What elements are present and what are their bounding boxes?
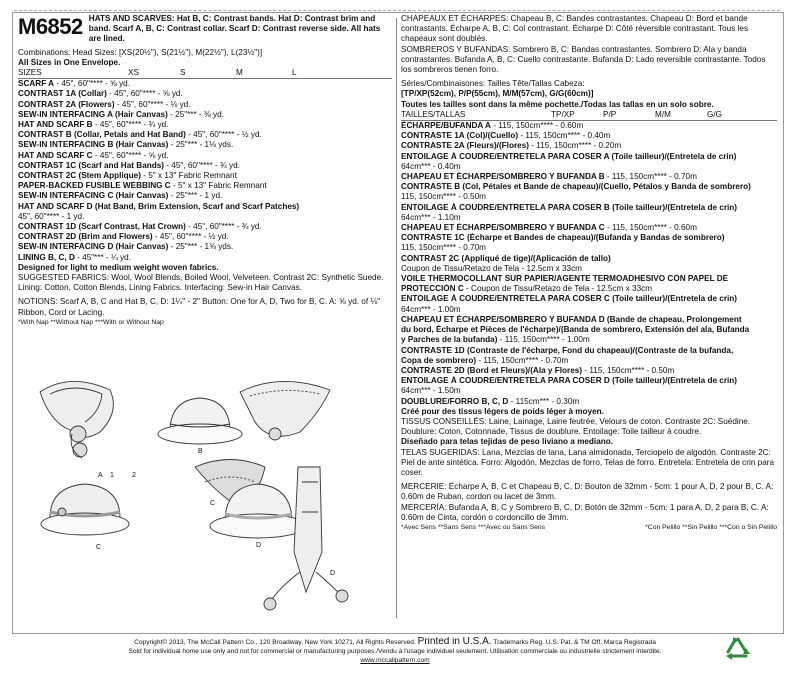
sizes-header: SIZES XS S M L: [18, 68, 392, 79]
yardage-item-amount: - 115cm*** - 0.30m: [508, 396, 580, 406]
yardage-item-label: CHAPEAU ET ÉCHARPE/SOMBRERO Y BUFANDA D (Bande de chapeau, Prolongement: [401, 314, 742, 324]
yardage-line: [401, 315, 777, 325]
yardage-item-amount: - 115, 150cm**** - 0.70m: [476, 355, 569, 365]
sold-note: Sold for individual home use only and not for commercial or manufacturing purposes./Vendu à l'usage individuel seulement. Utilisation commerciale ou industrielle strictement interdite.: [128, 648, 662, 655]
yardage-item-label: CONTRAST 2C (Stem Applique): [18, 171, 141, 181]
cree-pour: Créé pour des tissus légers de poids léger à moyen.: [401, 406, 604, 416]
fig-label-a: A: [98, 472, 103, 479]
fig-label-b: B: [198, 448, 203, 455]
series-sizes: [TP/XP(52cm), P/P(55cm), M/M(57cm), G/G(60cm)]: [401, 89, 594, 99]
yardage-line: [18, 151, 392, 161]
combinations: Combinations: Head Sizes: [XS(20½"), S(21½"), M(22½"), L(23½")]: [18, 47, 263, 57]
yardage-line: [401, 254, 777, 264]
yardage-line: [18, 110, 392, 120]
fig-label-c2: C: [210, 500, 216, 507]
yardage-line: [401, 397, 777, 407]
yardage-line: [401, 223, 777, 233]
yardage-item-label: CONTRAST 1D (Scarf Contrast, Hat Crown): [18, 222, 186, 232]
yardage-line: [401, 376, 777, 386]
yardage-line: [18, 140, 392, 150]
yardage-item-label: ENTOILAGE À COUDRE/ENTRETELA PARA COSER C (Toile tailleur)/(Entretela de crin): [401, 294, 738, 304]
scarf-b-drawing: [240, 381, 330, 440]
printed-in: Printed in U.S.A.: [417, 637, 492, 647]
trademarks: Trademarks Reg. U.S. Pat. & TM Off. Marca Registrada: [493, 639, 656, 646]
yardage-line: [401, 305, 777, 315]
yardage-line: [401, 172, 777, 182]
fig-label-d2: D: [330, 570, 336, 577]
yardage-line: [18, 79, 392, 89]
yardage-line: [401, 274, 777, 284]
yardage-line: [401, 213, 777, 223]
yardage-item-amount: 64cm*** - 1.10m: [401, 212, 461, 222]
yardage-item-amount: - 25"*** - 1⅝ yds.: [168, 242, 234, 252]
yardage-item-label: CONTRASTE 2D (Bord et Fleurs)/(Ala y Flores): [401, 365, 583, 375]
fig-label-c: C: [96, 544, 102, 551]
yardage-item-label: SEW-IN INTERFACING C (Hair Canvas): [18, 191, 169, 201]
fig-label-d: D: [256, 542, 262, 549]
yardage-line: [401, 162, 777, 172]
merceria: MERCERÍA: Bufanda A, B, C y Sombrero B, C, D: Botón de 32mm - 5cm: 1 para A, D, 2 para B, C. A: 0.60m de Cinta, cordón o cordoncillo de 3mm.: [401, 502, 769, 522]
yardage-item-amount: - 25"*** - 1⅛ yds.: [168, 140, 234, 150]
yardage-item-amount: - 115, 150cm**** - 0.60m: [490, 121, 584, 131]
yardage-item-label: VOILE THERMOCOLLANT SUR PAPIER/AGENTE TERMOADHESIVO CON PAPEL DE: [401, 274, 729, 284]
pattern-code: M6852: [18, 14, 83, 39]
yardage-line: [401, 121, 777, 131]
yardage-line: [401, 284, 777, 294]
yardage-item-amount: - 115, 150cm**** - 0.60m: [604, 223, 697, 233]
footer: [70, 637, 720, 665]
yardage-line: [401, 192, 777, 202]
yardage-item-label: HAT AND SCARF C: [18, 150, 93, 160]
yardage-item-label: Copa de sombrero): [401, 355, 477, 365]
yardage-item-label: CONTRAST 2D (Brim and Flowers): [18, 232, 153, 242]
yardage-item-label: CONTRASTE B (Col, Pétales et Bande de chapeau)/(Cuello, Pétalos y Banda de sombrero): [401, 182, 751, 192]
yardage-item-label: CONTRAST B (Collar, Petals and Hat Band): [18, 130, 186, 140]
yardage-line: [18, 171, 392, 181]
yardage-line: [401, 366, 777, 376]
recycle-icon: [720, 634, 756, 670]
yardage-line: [18, 222, 392, 232]
english-column: [18, 14, 392, 328]
copyright: Copyright© 2013, The McCall Pattern Co., 120 Broadway, New York 10271, All Rights Reserved.: [134, 639, 416, 646]
yardage-item-label: HAT AND SCARF D (Hat Band, Brim Extension, Scarf and Scarf Patches): [18, 201, 300, 211]
yardage-item-amount: - 45", 60"**** - ½ yd.: [152, 232, 229, 242]
yardage-line: [401, 131, 777, 141]
yardage-line: [401, 264, 777, 274]
yardage-item-label: ENTOILAGE À COUDRE/ENTRETELA PARA COSER B (Toile tailleur)/(Entretela de crin): [401, 202, 738, 212]
yardage-item-label: HAT AND SCARF B: [18, 120, 93, 130]
yardage-item-amount: 115, 150cm**** - 0.50m: [401, 192, 486, 202]
yardage-item-amount: - 45", 60"**** - ¾ yd.: [164, 160, 240, 170]
yardage-item-amount: - 45"*** - ¼ yd.: [74, 252, 132, 262]
cut-line: [14, 10, 780, 11]
yardage-item-label: CHAPEAU ET ÉCHARPE/SOMBRERO Y BUFANDA C: [401, 223, 605, 233]
designed-for: Designed for light to medium weight woven fabrics.: [18, 262, 219, 272]
yardage-item-label: CONTRAST 1A (Collar): [18, 89, 107, 99]
yardage-item-amount: 45", 60"**** - 1 yd.: [18, 211, 85, 221]
nap-note: *With Nap **Without Nap ***With or Without Nap: [18, 318, 164, 326]
yardage-line: [18, 191, 392, 201]
yardage-item-label: PAPER-BACKED FUSIBLE WEBBING C: [18, 181, 171, 191]
scarf-a-drawing: [40, 381, 113, 458]
yardage-item-label: LINING B, C, D: [18, 252, 75, 262]
yardage-item-amount: Coupon de Tissu/Retazo de Tela - 12.5cm x 33cm: [401, 263, 582, 273]
yardage-item-amount: 115, 150cm**** - 0.70m: [401, 243, 486, 253]
yardage-item-amount: - 45", 60"**** - ⅝ yd.: [54, 79, 130, 89]
yardage-line: [401, 335, 777, 345]
yardage-line: [401, 356, 777, 366]
yardage-item-label: y Parches de la bufanda): [401, 335, 498, 345]
yardage-line: [18, 89, 392, 99]
intro-text: HATS AND SCARVES: Hat B, C: Contrast bands. Hat D: Contrast brim and band. Scarf A, B, C: Contrast collar. Scarf D: Contrast reverse side. All hats are lined.: [88, 14, 381, 44]
yardage-item-amount: - 25"*** - ⅜ yd.: [167, 109, 224, 119]
yardage-item-amount: - 115, 150cm**** - 0.70m: [604, 172, 697, 182]
column-divider: [396, 18, 397, 618]
telas-sugeridas: TELAS SUGERIDAS: Lana, Mezclas de lana, Lana almidonada, Terciopelo de algodón. Contraste 2C: Piel de ante sintética. Forro: Algodón, Mezclas de forro, Telas de forro. Entretela: Entretela de crin para coser.: [401, 447, 775, 477]
yardage-item-amount: 64cm*** - 1.00m: [401, 304, 461, 314]
yardage-line: [401, 233, 777, 243]
yardage-line: [401, 141, 777, 151]
website-link[interactable]: www.mccallpattern.com: [360, 657, 430, 664]
yardage-item-amount: - 45", 60"**** - ⅝ yd.: [106, 89, 183, 99]
yardage-line: [18, 212, 392, 222]
yardage-item-label: SEW-IN INTERFACING A (Hair Canvas): [18, 109, 168, 119]
yardage-item-amount: 64cm*** - 0.40m: [401, 161, 461, 171]
yardage-line: [18, 181, 392, 191]
yardage-item-label: CHAPEAU ET ÉCHARPE/SOMBRERO Y BUFANDA B: [401, 172, 605, 182]
intro-fr: CHAPEAUX ET ÉCHARPES: Chapeau B, C: Bandes contrastantes. Chapeau D: Bord et bande contrastants. Écharpe A, B, C: Col contrastant. Écharpe D: Côté réversible contrastant. Tous les chapeaux sont doublés.: [401, 14, 749, 44]
yardage-line: [401, 386, 777, 396]
yardage-item-amount: - 45", 60"**** - ⅛ yd.: [114, 99, 191, 109]
yardage-item-label: CONTRASTE 1C (Écharpe et Bandes de chapeau)/(Bufanda y Bandas de sombrero): [401, 233, 725, 243]
yardage-line: [18, 253, 392, 263]
toutes-tailles: Toutes les tailles sont dans la même pochette./Todas las tallas en un solo sobre.: [401, 99, 714, 109]
yardage-item-amount: - 115, 150cm**** - 1.00m: [497, 335, 590, 345]
yardage-line: [401, 325, 777, 335]
hat-b-drawing: [158, 398, 242, 444]
fig-label-2: 2: [132, 472, 136, 479]
yardage-line: [18, 232, 392, 242]
yardage-line: [401, 182, 777, 192]
yardage-item-label: ÉCHARPE/BUFANDA A: [401, 121, 491, 131]
notions: NOTIONS: Scarf A, B, C and Hat B, C, D: 1¼" - 2" Button: One for A, D, Two for B, C. A: ⅝ yd. of ⅛" Ribbon, Cord or Lacing.: [18, 297, 381, 317]
french-spanish-column: [401, 14, 777, 533]
yardage-line: [18, 100, 392, 110]
yardage-item-label: SEW-IN INTERFACING D (Hair Canvas): [18, 242, 169, 252]
yardage-item-amount: - 115, 150cm**** - 0.40m: [518, 131, 611, 141]
yardage-item-label: ENTOILAGE À COUDRE/ENTRETELA PARA COSER D (Toile tailleur)/(Entretela de crin): [401, 376, 738, 386]
illustration-svg: [30, 372, 380, 612]
yardage-item-label: CONTRAST 1C (Scarf and Hat Bands): [18, 160, 165, 170]
yardage-list: [18, 79, 392, 263]
yardage-item-amount: - 25"*** - 1 yd.: [168, 191, 223, 201]
yardage-line: [401, 203, 777, 213]
yardage-item-label: DOUBLURE/FORRO B, C, D: [401, 396, 509, 406]
fig-label-1: 1: [110, 472, 114, 479]
yardage-item-amount: - 45", 60"**** - ¾ yd.: [185, 222, 262, 232]
garment-illustrations: [30, 372, 380, 612]
yardage-line: [18, 202, 392, 212]
yardage-line: [18, 130, 392, 140]
yardage-item-label: CONTRAST 2C (Appliqué de tige)/(Aplicación de tallo): [401, 253, 611, 263]
yardage-item-amount: - 45", 60"**** - ½ yd.: [185, 130, 262, 140]
yardage-line: [401, 243, 777, 253]
scarf-d-drawing: [264, 467, 348, 610]
yardage-item-label: CONTRASTE 1D (Contraste de l'écharpe, Fond du chapeau)/(Contraste de la bufanda,: [401, 345, 734, 355]
yardage-line: [401, 294, 777, 304]
yardage-item-label: CONTRASTE 1A (Col)/(Cuello): [401, 131, 519, 141]
yardage-line: [18, 161, 392, 171]
yardage-item-label: PROTECCIÓN C: [401, 284, 464, 294]
yardage-item-label: ENTOILAGE À COUDRE/ENTRETELA PARA COSER A (Toile tailleur)/(Entretela de crin): [401, 151, 737, 161]
nap-notes-fr-es: *Avec Sens **Sans Sens ***Avec ou Sans Sens *Con Pelillo **Sin Pelillo ***Con o Sin Pelillo: [401, 523, 777, 531]
yardage-item-label: du bord, Écharpe et Pièces de l'écharpe)/(Banda de sombrero, Extensión del ala, Bufanda: [401, 325, 750, 335]
yardage-item-amount: - Coupon de Tissu/Retazo de Tela - 12.5cm x 33cm: [463, 284, 653, 294]
yardage-item-label: SEW-IN INTERFACING B (Hair Canvas): [18, 140, 169, 150]
yardage-line: [401, 346, 777, 356]
yardage-item-amount: - 5" x 13" Fabric Remnant: [170, 181, 267, 191]
metrage-list: [401, 121, 777, 407]
yardage-line: [18, 242, 392, 252]
yardage-item-amount: - 115, 150cm**** - 0.50m: [582, 365, 675, 375]
yardage-item-label: CONTRAST 2A (Flowers): [18, 99, 115, 109]
suggested-fabrics: SUGGESTED FABRICS: Wool, Wool Blends, Boiled Wool, Velveteen. Contrast 2C: Synthetic Suede. Lining: Cotton, Cotton Blends, Lining Fabrics. Interfacing: Sew-in Hair Canvas.: [18, 273, 384, 293]
intro-es: SOMBREROS Y BUFANDAS: Sombrero B, C: Bandas contrastantes. Sombrero D: Ala y banda contrastantes. Bufanda A, B, C: Cuello contrastante. Bufanda D: Lado reversible contrastante. Todos los sombreros tienen forro.: [401, 44, 766, 75]
disenado-para: Diseñado para telas tejidas de peso liviano a mediano.: [401, 437, 614, 447]
mercerie: MERCERIE: Écharpe A, B, C et Chapeau B, C, D: Bouton de 32mm - 5cm: 1 pour A, D, 2 pour B, C. A: 0.60m de Ruban, cordon ou lacet de 3mm.: [401, 482, 774, 502]
yardage-item-label: SCARF A: [18, 79, 55, 89]
all-sizes: All Sizes in One Envelope.: [18, 57, 121, 67]
hat-c-drawing: [41, 484, 129, 535]
yardage-line: [18, 120, 392, 130]
yardage-item-amount: - 45", 60"**** - ⅝ yd.: [92, 150, 169, 160]
yardage-item-amount: - 5" x 13" Fabric Remnant: [140, 171, 237, 181]
yardage-line: [401, 152, 777, 162]
yardage-item-amount: - 115, 150cm**** - 0.20m: [528, 141, 622, 151]
tissus-conseilles: TISSUS CONSEILLÉS: Laine, Lainage, Laine feutrée, Velours de coton. Contraste 2C: Suédine. Doublure: Coton, Cotonnade, Tissus de doublure. Entoilage: Toile tailleur à coudre.: [401, 416, 751, 437]
yardage-item-amount: 64cm*** - 1.50m: [401, 386, 461, 396]
series: Séries/Combinaisones: Tailles Tête/Tallas Cabeza:: [401, 79, 585, 89]
tailles-header: TAILLES/TALLAS TP/XP P/P M/M G/G: [401, 110, 777, 121]
yardage-item-label: CONTRASTE 2A (Fleurs)/(Flores): [401, 141, 529, 151]
yardage-item-amount: - 45", 60"**** - ¾ yd.: [92, 120, 169, 130]
